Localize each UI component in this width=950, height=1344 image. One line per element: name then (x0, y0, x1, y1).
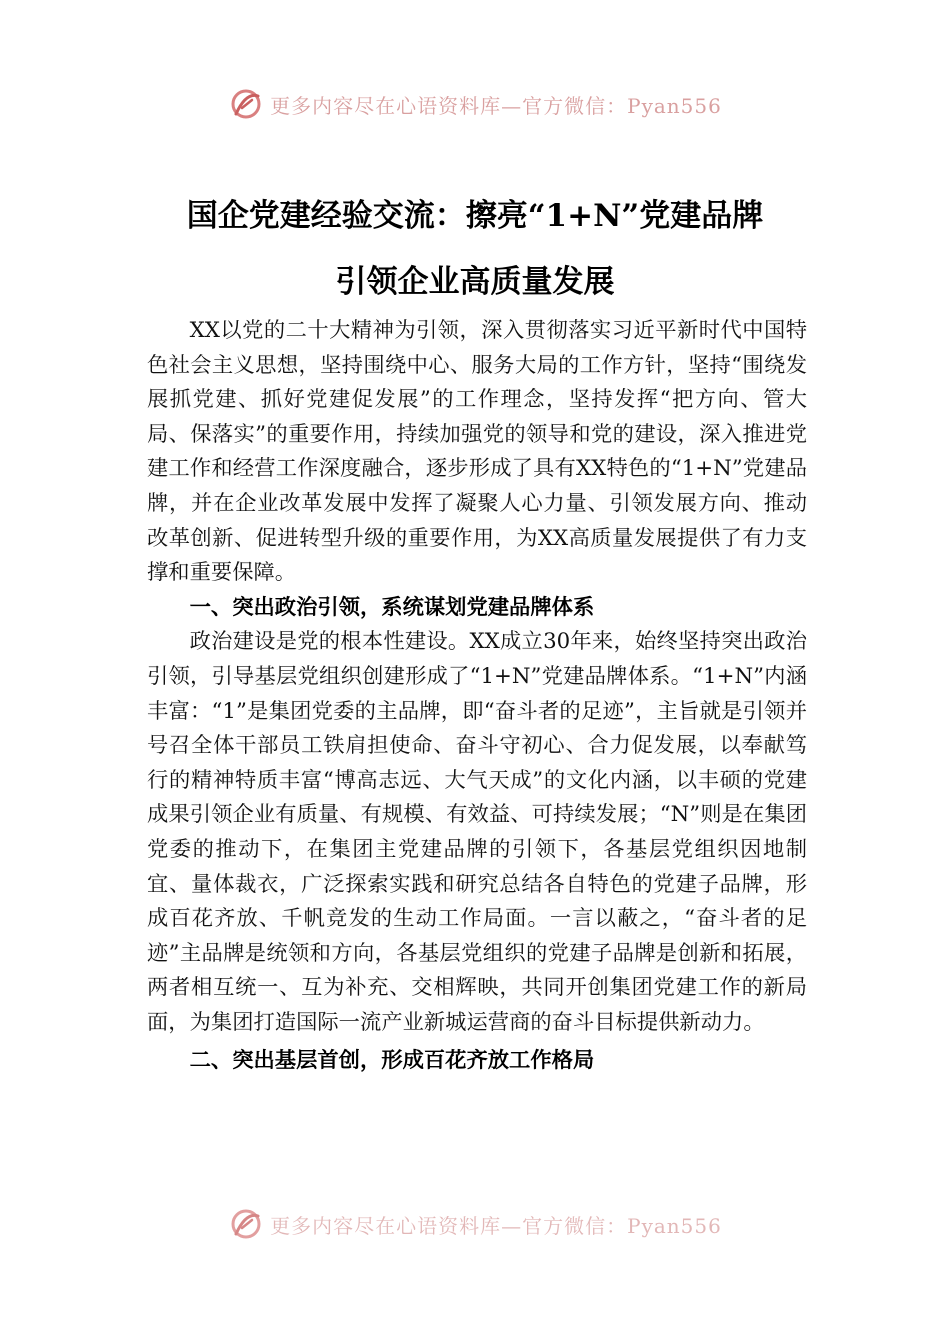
intro-paragraph: XX以党的二十大精神为引领，深入贯彻落实习近平新时代中国特色社会主义思想，坚持围绕中心、服务大局的工作方针，坚持“围绕发展抓党建、抓好党建促发展”的工作理念，坚持发挥“把方向、管大局、保落实”的重要作用，持续加强党的领导和党的建设，深入推进党建工作和经营工作深度融合，逐步形成了具有XX特色的“1+N”党建品牌，并在企业改革发展中发挥了凝聚人心力量、引领发展方向、推动改革创新、促进转型升级的重要作用，为XX高质量发展提供了有力支撑和重要保障。 (147, 318, 807, 586)
watermark-text: 更多内容尽在心语资料库—官方微信：Pyan556 (270, 1213, 722, 1238)
document-title-line-2: 引领企业高质量发展 (335, 264, 615, 300)
watermark-logo-icon (228, 1206, 264, 1242)
section-heading-1: 一、突出政治引领，系统谋划党建品牌体系 (189, 594, 595, 620)
watermark-logo-icon (228, 86, 264, 122)
document-title-line-1: 国企党建经验交流：擦亮“1+N”党建品牌 (186, 198, 764, 234)
section-1-paragraph: 政治建设是党的根本性建设。XX成立30年来，始终坚持突出政治引领，引导基层党组织创建形成了“1+N”党建品牌体系。“1+N”内涵丰富：“1”是集团党委的主品牌，即“奋斗者的足迹”，主旨就是引领并号召全体干部员工铁肩担使命、奋斗守初心、合力促发展，以奉献笃行的精神特质丰富“博高志远、大气天成”的文化内涵，以丰硕的党建成果引领企业有质量、有规模、有效益、可持续发展；“N”则是在集团党委的推动下，在集团主党建品牌的引领下，各基层党组织因地制宜、量体裁衣，广泛探索实践和研究总结各自特色的党建子品牌，形成百花齐放、千帆竞发的生动工作局面。一言以蔽之，“奋斗者的足迹”主品牌是统领和方向，各基层党组织的党建子品牌是创新和拓展，两者相互统一、互为补充、交相辉映，共同开创集团党建工作的新局面，为集团打造国际一流产业新城运营商的奋斗目标提供新动力。 (147, 629, 807, 1035)
section-heading-2: 二、突出基层首创，形成百花齐放工作格局 (189, 1048, 595, 1074)
footer-watermark (0, 1204, 950, 1244)
watermark-text: 更多内容尽在心语资料库—官方微信：Pyan556 (270, 93, 722, 118)
document-body (147, 314, 807, 1079)
header-watermark (0, 84, 950, 124)
